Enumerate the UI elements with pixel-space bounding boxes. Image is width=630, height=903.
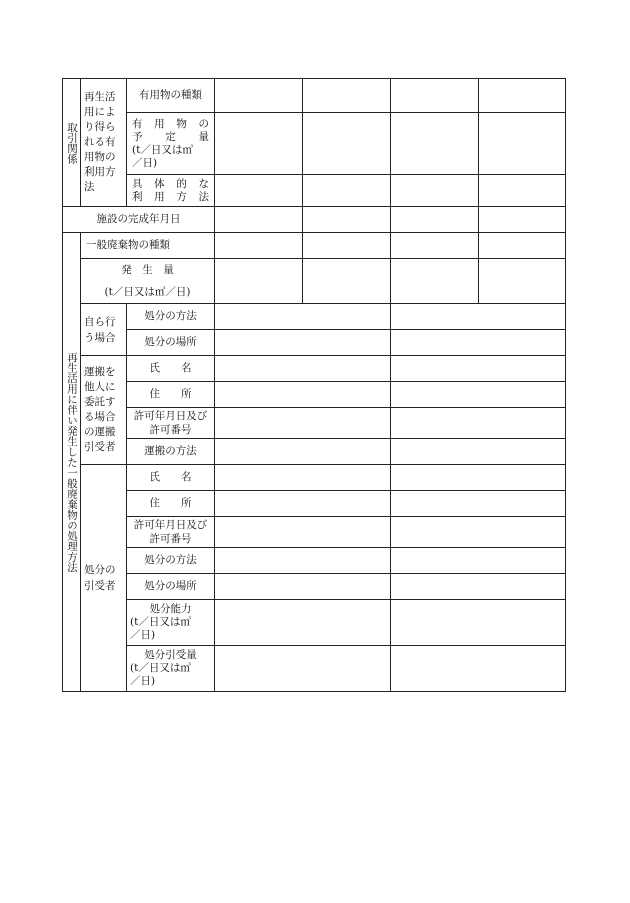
disposer-place-field-2[interactable] xyxy=(391,574,566,600)
transport-name-field-1[interactable] xyxy=(215,356,391,382)
disposer-permit-field-2[interactable] xyxy=(391,517,566,548)
usage-method-field-4[interactable] xyxy=(479,175,566,207)
generation-amount-label: 発 生 量 (t／日又は㎥／日) xyxy=(81,259,215,304)
generation-amount-field-4[interactable] xyxy=(479,259,566,304)
transport-name-label: 氏 名 xyxy=(127,356,215,382)
transport-permit-label: 許可年月日及び許可番号 xyxy=(127,408,215,439)
useful-material-kind-field-3[interactable] xyxy=(391,79,479,113)
completion-date-label: 施設の完成年月日 xyxy=(63,207,215,233)
self-place-field-1[interactable] xyxy=(215,330,391,356)
generation-amount-field-1[interactable] xyxy=(215,259,303,304)
disposer-capacity-field-1[interactable] xyxy=(215,600,391,646)
disposer-method-label: 処分の方法 xyxy=(127,548,215,574)
planned-amount-field-2[interactable] xyxy=(303,113,391,175)
usage-method-field-1[interactable] xyxy=(215,175,303,207)
waste-kind-field-3[interactable] xyxy=(391,233,479,259)
transport-address-label: 住 所 xyxy=(127,382,215,408)
useful-material-kind-label: 有用物の種類 xyxy=(127,79,215,113)
waste-kind-field-1[interactable] xyxy=(215,233,303,259)
transport-method-field-2[interactable] xyxy=(391,439,566,465)
disposer-capacity-label: 処分能力 (t／日又は㎥ ／日) xyxy=(127,600,215,646)
waste-kind-label: 一般廃棄物の種類 xyxy=(81,233,215,259)
self-method-field-2[interactable] xyxy=(391,304,566,330)
useful-material-kind-field-4[interactable] xyxy=(479,79,566,113)
disposer-address-field-1[interactable] xyxy=(215,491,391,517)
self-place-label: 処分の場所 xyxy=(127,330,215,356)
disposer-method-field-2[interactable] xyxy=(391,548,566,574)
recycle-group-label: 再生活用により得られる有用物の利用方法 xyxy=(81,79,127,207)
self-method-label: 処分の方法 xyxy=(127,304,215,330)
disposer-accepted-field-2[interactable] xyxy=(391,646,566,692)
disposal-contractor-label: 処分の引受者 xyxy=(81,465,127,692)
planned-amount-field-4[interactable] xyxy=(479,113,566,175)
transport-permit-field-1[interactable] xyxy=(215,408,391,439)
transaction-section-label: 取引関係 xyxy=(63,79,81,207)
planned-amount-field-1[interactable] xyxy=(215,113,303,175)
transport-permit-field-2[interactable] xyxy=(391,408,566,439)
planned-amount-label: 有 用 物 の 予 定 量 (t／日又は㎥ ／日) xyxy=(127,113,215,175)
transport-contractor-label: 運搬を他人に委託する場合の運搬引受者 xyxy=(81,356,127,465)
transport-address-field-2[interactable] xyxy=(391,382,566,408)
self-disposal-label: 自ら行う場合 xyxy=(81,304,127,356)
disposer-permit-field-1[interactable] xyxy=(215,517,391,548)
disposer-name-field-1[interactable] xyxy=(215,465,391,491)
planned-amount-field-3[interactable] xyxy=(391,113,479,175)
disposer-method-field-1[interactable] xyxy=(215,548,391,574)
disposer-name-label: 氏 名 xyxy=(127,465,215,491)
disposer-accepted-field-1[interactable] xyxy=(215,646,391,692)
useful-material-kind-field-2[interactable] xyxy=(303,79,391,113)
disposer-permit-label: 許可年月日及び許可番号 xyxy=(127,517,215,548)
disposer-accepted-label: 処分引受量 (t／日又は㎥ ／日) xyxy=(127,646,215,692)
transport-method-label: 運搬の方法 xyxy=(127,439,215,465)
disposer-name-field-2[interactable] xyxy=(391,465,566,491)
self-method-field-1[interactable] xyxy=(215,304,391,330)
generation-amount-field-3[interactable] xyxy=(391,259,479,304)
disposer-place-field-1[interactable] xyxy=(215,574,391,600)
disposal-section-label: 再生活用に伴い発生した一般廃棄物の処理方法 xyxy=(63,233,81,692)
transport-address-field-1[interactable] xyxy=(215,382,391,408)
usage-method-field-2[interactable] xyxy=(303,175,391,207)
completion-date-field-1[interactable] xyxy=(215,207,303,233)
waste-kind-field-2[interactable] xyxy=(303,233,391,259)
waste-kind-field-4[interactable] xyxy=(479,233,566,259)
transport-name-field-2[interactable] xyxy=(391,356,566,382)
transport-method-field-1[interactable] xyxy=(215,439,391,465)
disposer-place-label: 処分の場所 xyxy=(127,574,215,600)
disposer-address-field-2[interactable] xyxy=(391,491,566,517)
application-form-table xyxy=(62,78,566,692)
useful-material-kind-field-1[interactable] xyxy=(215,79,303,113)
completion-date-field-2[interactable] xyxy=(303,207,391,233)
generation-amount-field-2[interactable] xyxy=(303,259,391,304)
usage-method-label: 具 体 的 な 利 用 方 法 xyxy=(127,175,215,207)
self-place-field-2[interactable] xyxy=(391,330,566,356)
usage-method-field-3[interactable] xyxy=(391,175,479,207)
completion-date-field-4[interactable] xyxy=(479,207,566,233)
disposer-address-label: 住 所 xyxy=(127,491,215,517)
completion-date-field-3[interactable] xyxy=(391,207,479,233)
disposer-capacity-field-2[interactable] xyxy=(391,600,566,646)
